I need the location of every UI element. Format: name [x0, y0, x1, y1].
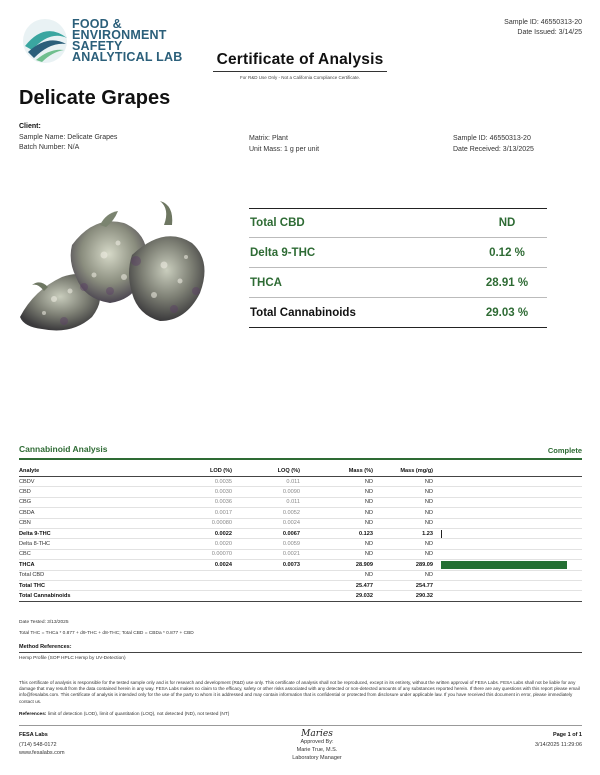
bar-cell	[433, 539, 573, 548]
mass-mg-cell: 254.77	[415, 582, 433, 589]
table-row	[19, 487, 582, 497]
sample-info	[453, 133, 534, 155]
mass-mg-cell: ND	[424, 478, 433, 485]
matrix: Matrix: Plant	[249, 135, 288, 142]
analyte-cell: Delta 8-THC	[19, 541, 51, 548]
column-header: Analyte	[19, 468, 40, 474]
loq-cell: 0.0021	[282, 551, 300, 558]
bar-cell	[433, 591, 573, 600]
lod-cell: 0.00080	[211, 520, 232, 527]
bar-cell	[433, 477, 573, 486]
references	[19, 712, 229, 717]
page-number: Page 1 of 1	[552, 732, 582, 738]
approver-title: Laboratory Manager	[292, 754, 342, 761]
analyte-cell: CBN	[19, 520, 31, 527]
mass-mg-cell: ND	[424, 572, 433, 579]
analyte-cell: CBG	[19, 499, 32, 506]
analyte-cell: Total THC	[19, 582, 45, 589]
logo-line: SAFETY	[72, 39, 123, 53]
bar-cell	[433, 487, 573, 496]
approval-block	[262, 729, 372, 762]
mass-pct-cell: 28.909	[355, 561, 373, 568]
mass-pct-cell: ND	[364, 572, 373, 579]
table-row	[19, 498, 582, 508]
lab-name: FESA Labs	[19, 732, 48, 738]
lod-cell: 0.0024	[214, 561, 232, 568]
summary-label: Total CBD	[250, 217, 305, 229]
total-formula: Total THC = THCa * 0.877 + d9-THC + d8-THC; Total CBD = CBDa * 0.877 + CBD	[19, 631, 194, 636]
column-header: Mass (mg/g)	[400, 468, 433, 474]
lod-cell: 0.0035	[214, 478, 232, 485]
summary-label: Total Cannabinoids	[250, 306, 356, 319]
mass-mg-cell: 290.32	[415, 592, 433, 599]
mass-pct-cell: ND	[364, 520, 373, 527]
analysis-title: Cannabinoid Analysis	[19, 444, 108, 454]
report-timestamp: 3/14/2025 11:29:06	[535, 742, 582, 749]
footer-divider	[19, 725, 582, 726]
client-label: Client:	[19, 123, 41, 130]
cannabinoid-table	[19, 466, 582, 602]
summary-row	[249, 238, 547, 268]
mass-bar	[441, 561, 567, 569]
loq-cell: 0.0073	[282, 561, 300, 568]
loq-cell: 0.0052	[282, 509, 300, 516]
table-row	[19, 529, 582, 539]
lod-cell: 0.0017	[214, 509, 232, 516]
date-received: Date Received: 3/13/2025	[453, 146, 534, 153]
column-header: Mass (%)	[348, 468, 373, 474]
table-row	[19, 591, 582, 601]
summary-value: ND	[498, 217, 516, 229]
logo-line: ENVIRONMENT	[72, 28, 167, 42]
header-date-issued: Date Issued: 3/14/25	[517, 29, 582, 36]
document-subtitle: For R&D Use Only - Not a California Compliance Certificate.	[239, 75, 361, 80]
analysis-status: Complete	[547, 446, 582, 455]
table-row	[19, 550, 582, 560]
summary-label: Delta 9-THC	[250, 246, 316, 259]
bar-cell	[433, 529, 573, 538]
loq-cell: 0.0067	[282, 530, 300, 537]
bar-cell	[433, 581, 573, 590]
potency-summary	[249, 208, 547, 328]
sample-id: Sample ID: 46550313-20	[453, 135, 531, 142]
loq-cell: 0.0090	[282, 489, 300, 496]
sample-name: Sample Name: Delicate Grapes	[19, 134, 118, 141]
analyte-cell: Delta 9-THC	[19, 530, 51, 537]
bar-cell	[433, 519, 573, 528]
mass-mg-cell: ND	[424, 520, 433, 527]
summary-value: 28.91 %	[485, 276, 529, 289]
mass-pct-cell: ND	[364, 499, 373, 506]
table-row	[19, 519, 582, 529]
analysis-divider	[19, 458, 582, 460]
loq-cell: 0.011	[286, 478, 300, 485]
mass-mg-cell: ND	[424, 489, 433, 496]
lod-cell: 0.00070	[211, 551, 232, 558]
table-row	[19, 560, 582, 570]
sample-photo	[14, 195, 214, 340]
mass-pct-cell: ND	[364, 489, 373, 496]
summary-label: THCA	[250, 276, 282, 289]
lab-website: www.fesalabs.com	[19, 750, 65, 757]
loq-cell: 0.0059	[282, 541, 300, 548]
summary-value: 0.12 %	[489, 246, 525, 259]
bar-cell	[433, 560, 573, 569]
mass-pct-cell: ND	[364, 551, 373, 558]
unit-mass: Unit Mass: 1 g per unit	[249, 146, 320, 153]
bar-cell	[433, 508, 573, 517]
lod-cell: 0.0020	[214, 541, 232, 548]
summary-row	[249, 208, 547, 238]
analyte-cell: CBDA	[19, 509, 35, 516]
signature: Maries	[301, 729, 333, 739]
table-row	[19, 477, 582, 487]
batch-number: Batch Number: N/A	[19, 144, 80, 151]
lab-contact	[19, 731, 65, 758]
summary-row	[249, 298, 547, 328]
client-info	[19, 121, 117, 154]
lab-phone: (714) 548-0172	[19, 742, 57, 749]
lod-cell: 0.0022	[214, 530, 232, 537]
disclaimer: This certificate of analysis is responsible for the tested sample only and is for research and development (R&D) use only. This certificate of analysis shall not be reproduced, except in its entirety, without the written approval of FESA Labs. FESA Labs shall not be liable for any damage that may result from the data contained herein in any way. FESA Labs makes no claim to the efficacy, safety or other risks associated with any detected or non-detected amounts of any substances reported herein. If there are any questions with this report please email info@fesalabs.com. This certificate of analysis is intended only for the use of the party to whom it is addressed and may contain information that is confidential or protected from disclosure under applicable law. If you have received this document in error, please immediately contact us.	[19, 680, 580, 704]
mass-pct-cell: ND	[364, 478, 373, 485]
test-info	[19, 617, 194, 639]
loq-cell: 0.0024	[282, 520, 300, 527]
column-header: LOQ (%)	[277, 468, 300, 474]
bar-cell	[433, 498, 573, 507]
logo-line: ANALYTICAL LAB	[72, 50, 183, 64]
mass-pct-cell: ND	[364, 509, 373, 516]
logo-line: FOOD &	[72, 17, 122, 31]
column-header: LOD (%)	[209, 468, 232, 474]
lod-cell: 0.0030	[214, 489, 232, 496]
bar-cell	[433, 571, 573, 580]
summary-row	[249, 268, 547, 298]
page-info	[535, 731, 582, 749]
mass-mg-cell: ND	[424, 541, 433, 548]
method-references-text: Hemp Profile (SOP HPLC Hemp by UV-Detection)	[19, 656, 126, 661]
table-row	[19, 539, 582, 549]
analyte-cell: CBC	[19, 551, 31, 558]
matrix-info	[249, 133, 319, 155]
mass-mg-cell: ND	[424, 499, 433, 506]
table-row	[19, 571, 582, 581]
mass-pct-cell: 29.032	[355, 592, 373, 599]
mass-bar	[441, 530, 442, 538]
analyte-cell: Total Cannabinoids	[19, 592, 71, 599]
approved-by: Approved By:	[300, 739, 334, 745]
loq-cell: 0.011	[286, 499, 300, 506]
mass-pct-cell: 25.477	[355, 582, 373, 589]
method-references-title: Method References:	[19, 644, 72, 650]
mass-mg-cell: 289.09	[415, 561, 433, 568]
references-label: References:	[19, 712, 47, 717]
mass-mg-cell: ND	[424, 509, 433, 516]
mass-pct-cell: ND	[364, 541, 373, 548]
table-header	[19, 466, 582, 477]
analyte-cell: Total CBD	[19, 572, 45, 579]
date-tested: Date Tested: 3/13/2025	[19, 620, 69, 625]
bar-cell	[433, 550, 573, 559]
mass-mg-cell: 1.23	[422, 530, 433, 537]
table-row	[19, 508, 582, 518]
product-name: Delicate Grapes	[19, 87, 171, 109]
method-divider	[19, 652, 582, 653]
references-text: limit of detection (LOD), limit of quantitation (LOQ), not detected (ND), not tested (NT)	[47, 712, 230, 717]
summary-value: 29.03 %	[485, 306, 529, 319]
mass-pct-cell: 0.123	[359, 530, 373, 537]
header-sample-id: Sample ID: 46550313-20	[504, 19, 582, 26]
analyte-cell: THCA	[19, 561, 35, 568]
lod-cell: 0.0036	[214, 499, 232, 506]
document-title: Certificate of Analysis	[0, 51, 600, 72]
analyte-cell: CBDV	[19, 478, 35, 485]
mass-mg-cell: ND	[424, 551, 433, 558]
table-body	[19, 477, 582, 602]
approver-name: Marie True, M.S.	[296, 746, 338, 753]
table-row	[19, 581, 582, 591]
header-meta	[504, 18, 582, 38]
analyte-cell: CBD	[19, 489, 31, 496]
